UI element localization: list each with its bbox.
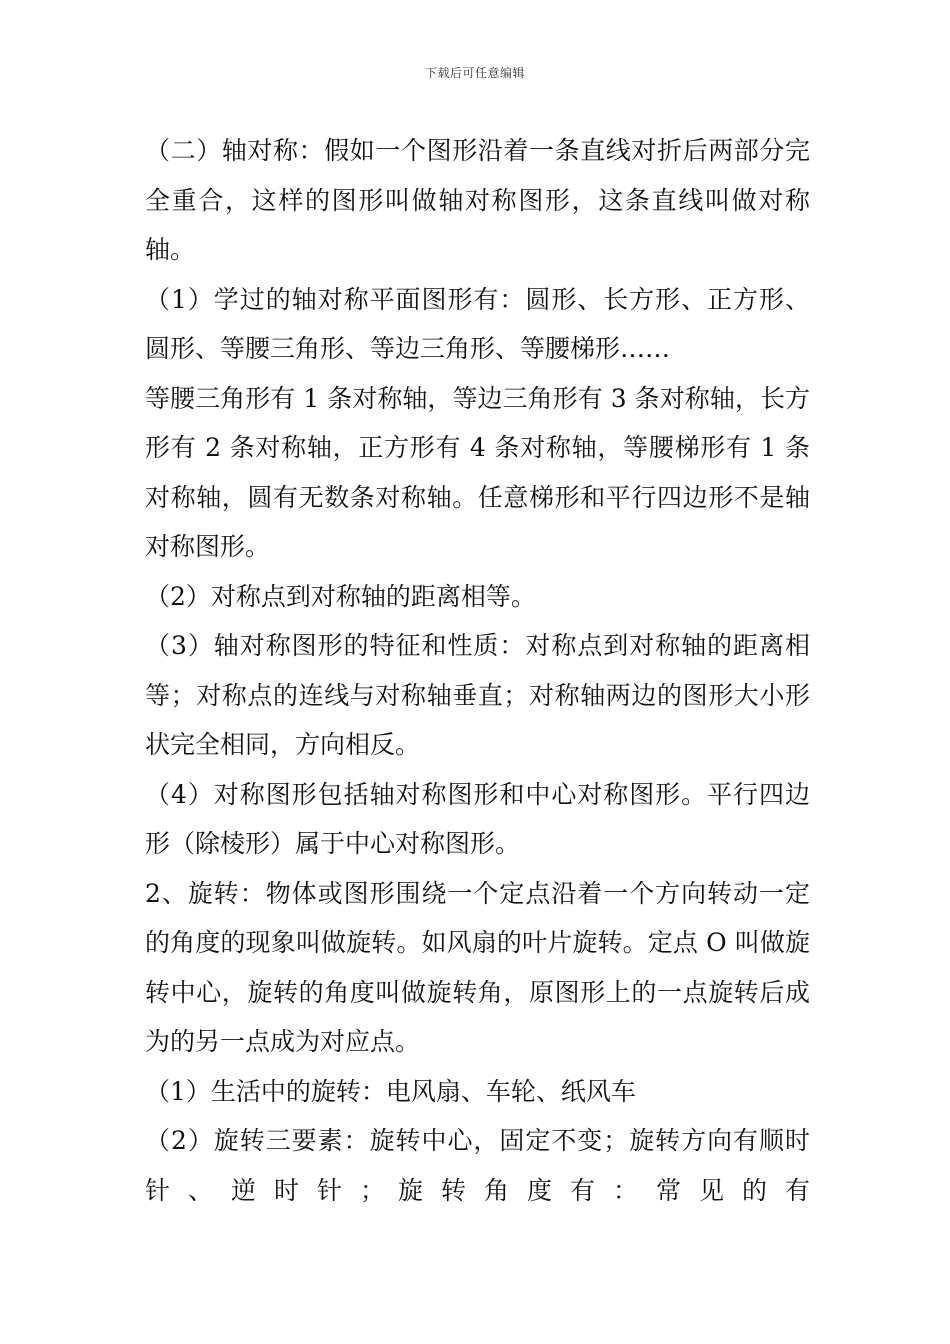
paragraph-symmetric-point-distance: （2）对称点到对称轴的距离相等。 bbox=[145, 581, 536, 611]
paragraph-symmetry-axis-counts: 等腰三角形有 1 条对称轴，等边三角形有 3 条对称轴，长方形有 2 条对称轴，正方形有 4 条对称轴，等腰梯形有 1 条对称轴，圆有无数条对称轴。任意梯形和平行四边形不是轴对称图形。 bbox=[145, 383, 810, 561]
paragraph-symmetric-figure-types: （4）对称图形包括轴对称图形和中心对称图形。平行四边形（除棱形）属于中心对称图形。 bbox=[145, 779, 810, 858]
document-body bbox=[145, 126, 810, 1215]
paragraph-rotation-examples: （1）生活中的旋转：电风扇、车轮、纸风车 bbox=[145, 1076, 636, 1106]
page-header: 下载后可任意编辑 bbox=[424, 66, 525, 80]
paragraph-axis-symmetry-definition: （二）轴对称：假如一个图形沿着一条直线对折后两部分完全重合，这样的图形叫做轴对称图形，这条直线叫做对称轴。 bbox=[145, 136, 810, 264]
paragraph-rotation-elements: （2）旋转三要素：旋转中心，固定不变；旋转方向有顺时针 、 逆 时 针 ； 旋 转 角 度 有 ： 常 见 的 有 bbox=[145, 1126, 811, 1205]
paragraph-symmetric-shapes-list: （1）学过的轴对称平面图形有：圆形、长方形、正方形、圆形、等腰三角形、等边三角形、等腰梯形…… bbox=[145, 284, 810, 363]
paragraph-rotation-definition: 2、旋转：物体或图形围绕一个定点沿着一个方向转动一定的角度的现象叫做旋转。如风扇的叶片旋转。定点 O 叫做旋转中心，旋转的角度叫做旋转角，原图形上的一点旋转后成为的另一点成为对应点。 bbox=[145, 878, 810, 1056]
paragraph-symmetry-properties: （3）轴对称图形的特征和性质：对称点到对称轴的距离相等；对称点的连线与对称轴垂直；对称轴两边的图形大小形状完全相同，方向相反。 bbox=[145, 631, 810, 759]
